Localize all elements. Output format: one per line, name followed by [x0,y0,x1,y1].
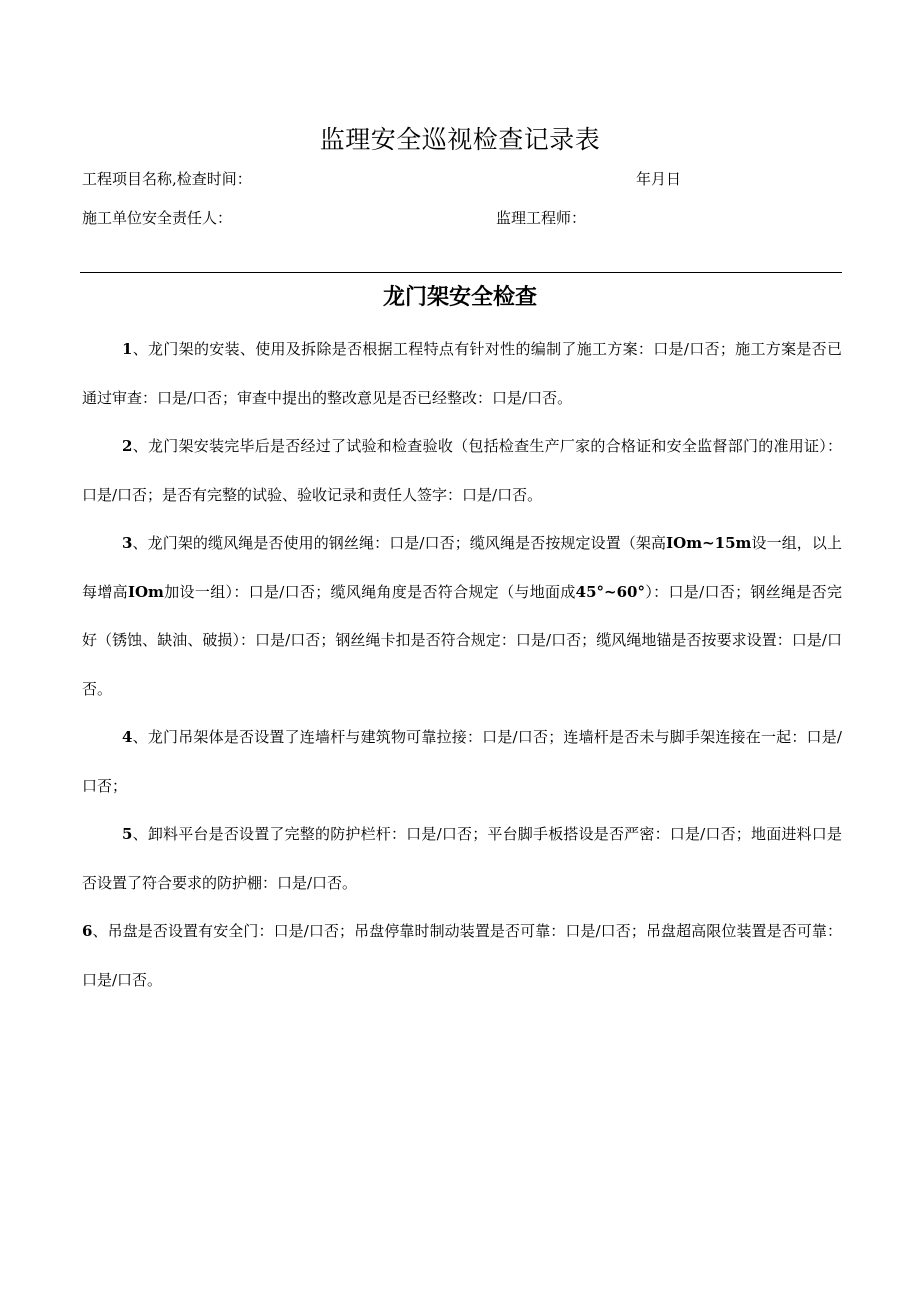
checklist-item [82,907,842,1004]
construction-unit-label: 施工单位安全责任人： [82,209,233,227]
item-number: 5 [122,825,133,843]
item-text: 、卸料平台是否设置了完整的防护栏杆：口是/口否；平台脚手板搭设是否严密：口是/口否；地面进料口是否设置了符合要求的防护棚：口是/口否。 [82,825,842,892]
checklist-item [82,713,842,810]
item-number: 4 [122,728,133,746]
item-text: 、龙门架的安装、使用及拆除是否根据工程特点有针对性的编制了施工方案：口是/口否；施工方案是否已通过审查：口是/口否；审查中提出的整改意见是否已经整改：口是/口否。 [82,340,842,407]
item-number: 2 [122,437,133,455]
height-range: IOm~15m [666,534,752,552]
item-text: ）：口是/口否；钢丝绳是否完好（锈蚀、缺油、破损）：口是/口否；钢丝绳卡扣是否符合规定：口是/口否；缆风绳地锚是否按要求设置：口是/口否。 [82,582,842,698]
section-title: 龙门架安全检查 [382,285,537,310]
angle-range: 45°~60° [575,582,645,601]
item-text: 设一组，以上每增高 [82,534,842,601]
date-label: 年月日 [636,170,682,188]
checklist-item [82,519,842,713]
item-text: 、龙门架的缆风绳是否使用的钢丝绳：口是/口否；缆风绳是否按规定设置（架高 [132,534,667,552]
item-text: 、吊盘是否设置有安全门：口是/口否；吊盘停靠时制动装置是否可靠：口是/口否；吊盘超高限位装置是否可靠：口是/口否。 [82,922,842,989]
item-text: 、龙门吊架体是否设置了连墙杆与建筑物可靠拉接：口是/口否；连墙杆是否未与脚手架连接在一起：口是/口否； [82,728,842,795]
page-title: 监理安全巡视检查记录表 [319,125,601,154]
item-text: 加设一组）：口是/口否；缆风绳角度是否符合规定（与地面成 [163,582,576,601]
checklist-item [82,810,842,907]
checklist-item [82,325,842,422]
height-increment: IOm [127,582,164,601]
item-number: 3 [122,534,133,552]
item-number: 6 [82,922,93,940]
item-number: 1 [122,340,133,358]
checklist-body [82,325,842,1004]
project-name-label: 工程项目名称,检查时间： [82,170,252,188]
item-text: 、龙门架安装完毕后是否经过了试验和检查验收（包括检查生产厂家的合格证和安全监督部门的准用证）：口是/口否；是否有完整的试验、验收记录和责任人签字：口是/口否。 [82,437,842,504]
supervising-engineer-label: 监理工程师： [496,209,587,227]
checklist-item [82,422,842,519]
header-divider [80,272,842,273]
